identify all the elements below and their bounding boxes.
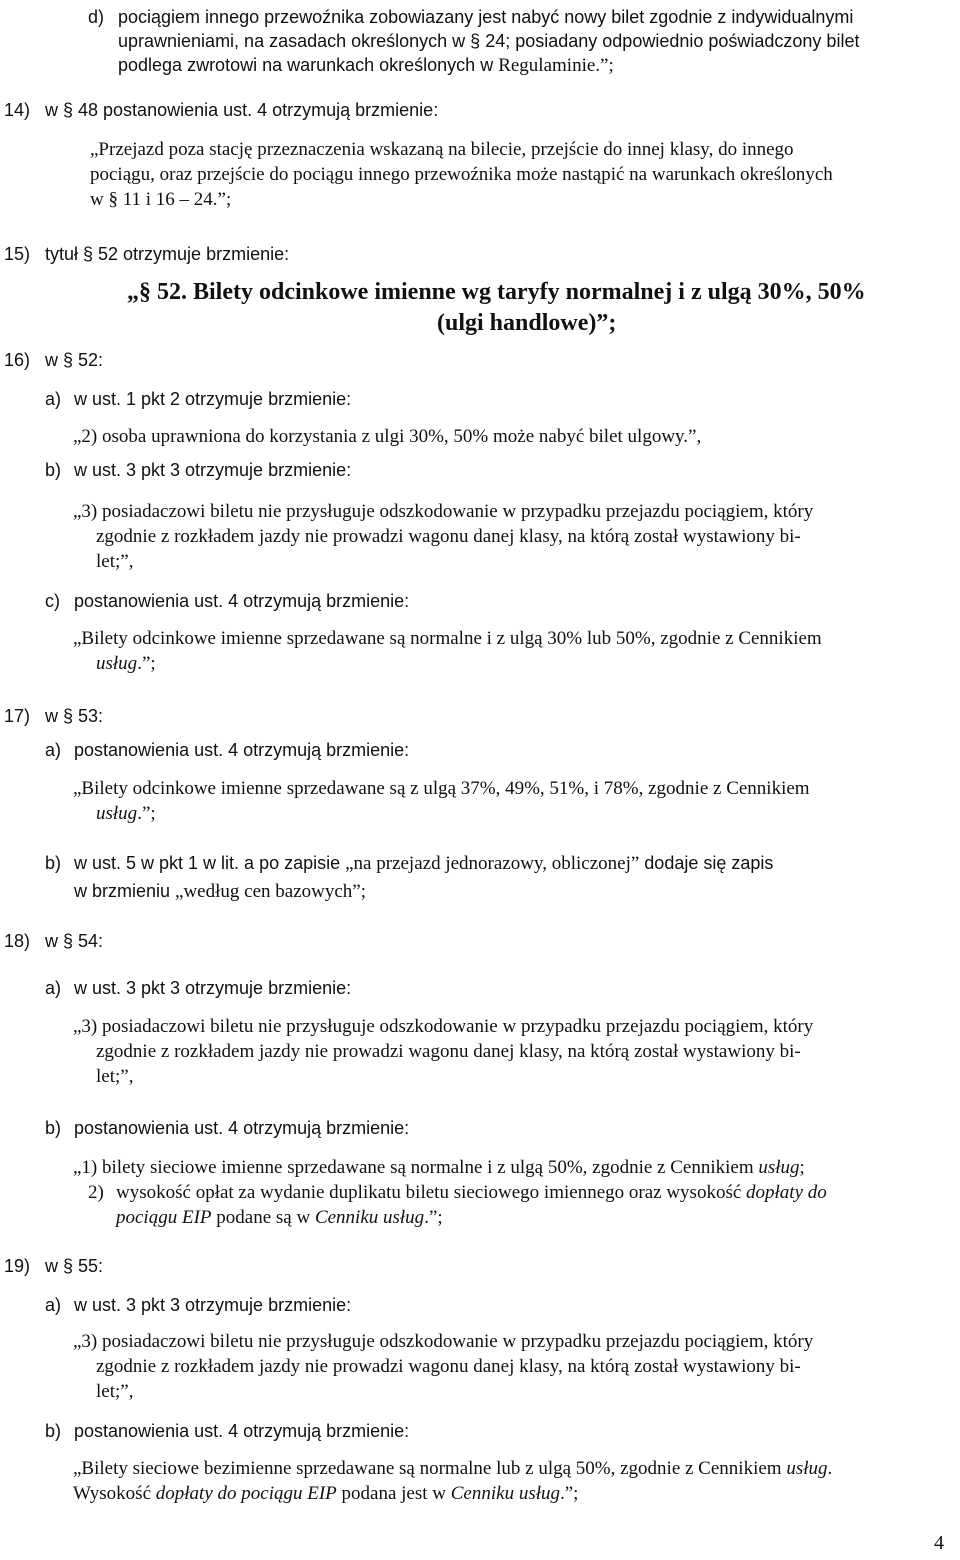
- item-18-b-quote2: [116, 1180, 958, 1230]
- item-18-a-quote-line2: zgodnie z rozkładem jazdy nie prowadzi wagonu danej klasy, na którą został wystawiony bi-: [96, 1041, 801, 1062]
- item-17-a-quote-uslug: usług: [96, 803, 138, 824]
- item-17-intro: w § 53:: [45, 706, 104, 726]
- item-d-line1: pociągiem innego przewoźnika zobowiazany jest nabyć nowy bilet zgodnie z indywidualnymi: [118, 7, 854, 27]
- item-17-b-intro-sans2: dodaje się zapis: [639, 853, 774, 873]
- item-19-b-intro: postanowienia ust. 4 otrzymują brzmienie:: [74, 1421, 410, 1441]
- item-16-b-marker: b): [45, 460, 62, 480]
- item-14-number: 14): [4, 100, 31, 120]
- item-19-a-quote-line2: zgodnie z rozkładem jazdy nie prowadzi wagonu danej klasy, na którą został wystawiony bi-: [96, 1356, 801, 1377]
- item-16-b-quote-line2: zgodnie z rozkładem jazdy nie prowadzi wagonu danej klasy, na którą został wystawiony bi-: [96, 526, 801, 547]
- item-19-b-quote-line2: [73, 1481, 958, 1506]
- item-19-a-intro: w ust. 3 pkt 3 otrzymuje brzmienie:: [74, 1295, 352, 1315]
- page-number: 4: [934, 1532, 944, 1554]
- item-17-b-intro-serif1: „na przejazd jednorazowy, obliczonej”: [345, 853, 640, 874]
- item-17-b-intro-line1: [74, 851, 773, 876]
- item-14-quote: [90, 137, 958, 212]
- item-18-b-quote2-line1-text: wysokość opłat za wydanie duplikatu biletu sieciowego imiennego oraz wysokość: [116, 1182, 747, 1203]
- item-d-line3-sans: podlega zwrotowi na warunkach określonych w: [118, 55, 499, 75]
- item-16-c-marker: c): [45, 591, 60, 611]
- item-19-number: 19): [4, 1256, 31, 1276]
- item-19-b-marker: b): [45, 1421, 62, 1441]
- item-16-a-quote: „2) osoba uprawniona do korzystania z ulgi 30%, 50% może nabyć bilet ulgowy.”,: [73, 426, 702, 447]
- item-16-c-quote-line2: [73, 651, 958, 676]
- item-19-b-quote-line2-ital2: Cenniku usług: [450, 1483, 560, 1504]
- item-18-b-quote-line1-end: ;: [799, 1157, 805, 1178]
- item-17-a-quote-line1: „Bilety odcinkowe imienne sprzedawane są z ulgą 37%, 49%, 51%, i 78%, zgodnie z Cennikiem: [73, 778, 810, 799]
- item-18-b-quote2-line1: [116, 1180, 958, 1205]
- section-52-heading-line1: „§ 52. Bilety odcinkowe imienne wg taryfy normalnej i z ulgą 30%, 50%: [127, 279, 866, 305]
- item-18-a-marker: a): [45, 978, 62, 998]
- item-19-a-quote: [73, 1329, 958, 1404]
- item-18-b-quote2-line1-ital: dopłaty do: [746, 1182, 827, 1203]
- item-19-b-quote: [73, 1456, 958, 1506]
- item-19-b-quote-line2-mid: podana jest w: [336, 1483, 451, 1504]
- item-19-b-quote-line1: [73, 1456, 958, 1481]
- item-16-number: 16): [4, 350, 31, 370]
- item-16-a-intro: w ust. 1 pkt 2 otrzymuje brzmienie:: [74, 389, 352, 409]
- item-d-line3: [118, 53, 958, 78]
- item-16-c-quote-line1: „Bilety odcinkowe imienne sprzedawane są normalne i z ulgą 30% lub 50%, zgodnie z Cennikiem: [73, 628, 822, 649]
- item-19-b-quote-line2-end: .”;: [560, 1483, 579, 1504]
- item-18-b-intro: postanowienia ust. 4 otrzymują brzmienie:: [74, 1118, 410, 1138]
- item-18-b-quote2-line2-text: podane są w: [211, 1207, 315, 1228]
- item-16-a-marker: a): [45, 389, 62, 409]
- item-14-quote-line3: w § 11 i 16 – 24.”;: [90, 189, 232, 210]
- item-19-a-quote-line3: let;”,: [96, 1381, 134, 1402]
- item-18-b-quote-line1: [73, 1155, 805, 1180]
- item-18-a-intro: w ust. 3 pkt 3 otrzymuje brzmienie:: [74, 978, 352, 998]
- item-16-c-quote-uslug: usług: [96, 653, 138, 674]
- item-19-b-quote-line2-ital1: dopłaty do pociągu EIP: [155, 1483, 337, 1504]
- item-17-b-line2-serif: „według cen bazowych”;: [175, 881, 366, 902]
- item-17-a-marker: a): [45, 740, 62, 760]
- item-18-intro: w § 54:: [45, 931, 104, 951]
- item-17-a-quote: [73, 776, 958, 826]
- item-17-b-intro-sans1: w ust. 5 w pkt 1 w lit. a po zapisie: [74, 853, 346, 873]
- item-18-b-quote2-line2-end: .”;: [424, 1207, 443, 1228]
- item-19-b-quote-line1-end: .: [827, 1458, 833, 1479]
- item-17-b-marker: b): [45, 853, 62, 873]
- item-18-b-marker: b): [45, 1118, 62, 1138]
- item-14-intro: w § 48 postanowienia ust. 4 otrzymują brzmienie:: [45, 100, 439, 120]
- item-15-number: 15): [4, 244, 31, 264]
- item-d-text: [118, 5, 958, 78]
- item-16-b-quote-line3: let;”,: [96, 551, 134, 572]
- item-16-b-quote-line1: „3) posiadaczowi biletu nie przysługuje odszkodowanie w przypadku przejazdu pociągiem, który: [73, 501, 814, 522]
- item-18-b-quote2-line2-ital2: Cenniku usług: [314, 1207, 425, 1228]
- item-19-b-quote-line1-text: „Bilety sieciowe bezimienne sprzedawane są normalne lub z ulgą 50%, zgodnie z Cennikiem: [73, 1458, 787, 1479]
- item-19-b-quote-line1-uslug: usług: [786, 1458, 828, 1479]
- item-16-c-quote: [73, 626, 958, 676]
- item-19-b-quote-line2-text: Wysokość: [73, 1483, 156, 1504]
- item-17-b-intro-line2: [74, 879, 366, 904]
- item-18-b-quote-line1-text: „1) bilety sieciowe imienne sprzedawane są normalne i z ulgą 50%, zgodnie z Cennikiem: [73, 1157, 759, 1178]
- item-14-quote-line2: pociągu, oraz przejście do pociągu innego przewoźnika może nastąpić na warunkach określonych: [90, 164, 833, 185]
- item-19-intro: w § 55:: [45, 1256, 104, 1276]
- item-17-a-quote-line2: [73, 801, 958, 826]
- item-d-line3-serif: Regulaminie.”;: [498, 55, 614, 76]
- item-18-number: 18): [4, 931, 31, 951]
- item-19-a-quote-line1: „3) posiadaczowi biletu nie przysługuje odszkodowanie w przypadku przejazdu pociągiem, który: [73, 1331, 814, 1352]
- item-d-marker: d): [88, 7, 105, 27]
- item-17-a-quote-end: .”;: [137, 803, 156, 824]
- item-18-b-quote2-line2: [116, 1205, 958, 1230]
- item-18-a-quote-line1: „3) posiadaczowi biletu nie przysługuje odszkodowanie w przypadku przejazdu pociągiem, który: [73, 1016, 814, 1037]
- item-15-intro: tytuł § 52 otrzymuje brzmienie:: [45, 244, 290, 264]
- item-17-b-line2-sans: w brzmieniu: [74, 881, 176, 901]
- item-19-a-marker: a): [45, 1295, 62, 1315]
- item-16-c-quote-end: .”;: [137, 653, 156, 674]
- item-17-a-intro: postanowienia ust. 4 otrzymują brzmienie:: [74, 740, 410, 760]
- item-18-a-quote-line3: let;”,: [96, 1066, 134, 1087]
- item-18-b-quote2-line2-ital1: pociągu EIP: [116, 1207, 212, 1228]
- item-d-line2: uprawnieniami, na zasadach określonych w § 24; posiadany odpowiednio poświadczony bilet: [118, 31, 860, 51]
- section-52-heading-line2: (ulgi handlowe)”;: [437, 310, 617, 336]
- item-18-b-quote-line1-uslug: usług: [758, 1157, 800, 1178]
- item-17-number: 17): [4, 706, 31, 726]
- item-18-a-quote: [73, 1014, 958, 1089]
- item-16-b-intro: w ust. 3 pkt 3 otrzymuje brzmienie:: [74, 460, 352, 480]
- item-16-c-intro: postanowienia ust. 4 otrzymują brzmienie:: [74, 591, 410, 611]
- item-16-intro: w § 52:: [45, 350, 104, 370]
- item-18-b-quote2-marker: 2): [88, 1182, 104, 1203]
- item-14-quote-line1: „Przejazd poza stację przeznaczenia wskazaną na bilecie, przejście do innej klasy, do innego: [90, 139, 794, 160]
- item-16-b-quote: [73, 499, 958, 574]
